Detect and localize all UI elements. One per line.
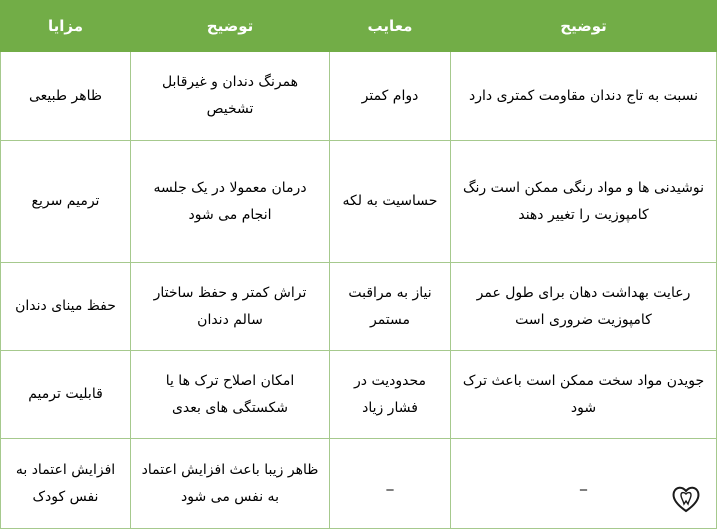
disadvantage-cell: دوام کمتر — [330, 52, 451, 141]
advantage-description-cell: تراش کمتر و حفظ ساختار سالم دندان — [131, 263, 330, 351]
advantage-description-cell: همرنگ دندان و غیرقابل تشخیص — [131, 52, 330, 141]
disadvantage-cell: حساسیت به لکه — [330, 141, 451, 263]
disadvantage-cell: _ — [330, 439, 451, 529]
disadvantage-description-cell: نسبت به تاج دندان مقاومت کمتری دارد — [451, 52, 717, 141]
table-row — [1, 351, 717, 439]
advantage-description-cell: ظاهر زیبا باعث افزایش اعتماد به نفس می شود — [131, 439, 330, 529]
disadvantage-description-cell: جویدن مواد سخت ممکن است باعث ترک شود — [451, 351, 717, 439]
header-advantages: مزایا — [1, 1, 131, 52]
advantage-description-cell: درمان معمولا در یک جلسه انجام می شود — [131, 141, 330, 263]
disadvantage-description-cell: نوشیدنی ها و مواد رنگی ممکن است رنگ کامپوزیت را تغییر دهند — [451, 141, 717, 263]
table-row — [1, 52, 717, 141]
advantage-cell: افزایش اعتماد به نفس کودک — [1, 439, 131, 529]
header-row — [1, 1, 717, 52]
disadvantage-description-cell: رعایت بهداشت دهان برای طول عمر کامپوزیت ضروری است — [451, 263, 717, 351]
disadvantage-cell: محدودیت در فشار زیاد — [330, 351, 451, 439]
advantage-cell: حفظ مینای دندان — [1, 263, 131, 351]
heart-tooth-logo-icon — [670, 484, 702, 514]
disadvantage-cell: نیاز به مراقبت مستمر — [330, 263, 451, 351]
disadvantage-description-cell: _ — [451, 439, 717, 529]
advantage-cell: ظاهر طبیعی — [1, 52, 131, 141]
table-row — [1, 439, 717, 529]
advantage-cell: قابلیت ترمیم — [1, 351, 131, 439]
header-disadvantages: معایب — [330, 1, 451, 52]
table-row — [1, 141, 717, 263]
header-advantages-description: توضیح — [131, 1, 330, 52]
header-disadvantages-description: توضیح — [451, 1, 717, 52]
advantage-description-cell: امکان اصلاح ترک ها یا شکستگی های بعدی — [131, 351, 330, 439]
advantage-cell: ترمیم سریع — [1, 141, 131, 263]
table-row — [1, 263, 717, 351]
